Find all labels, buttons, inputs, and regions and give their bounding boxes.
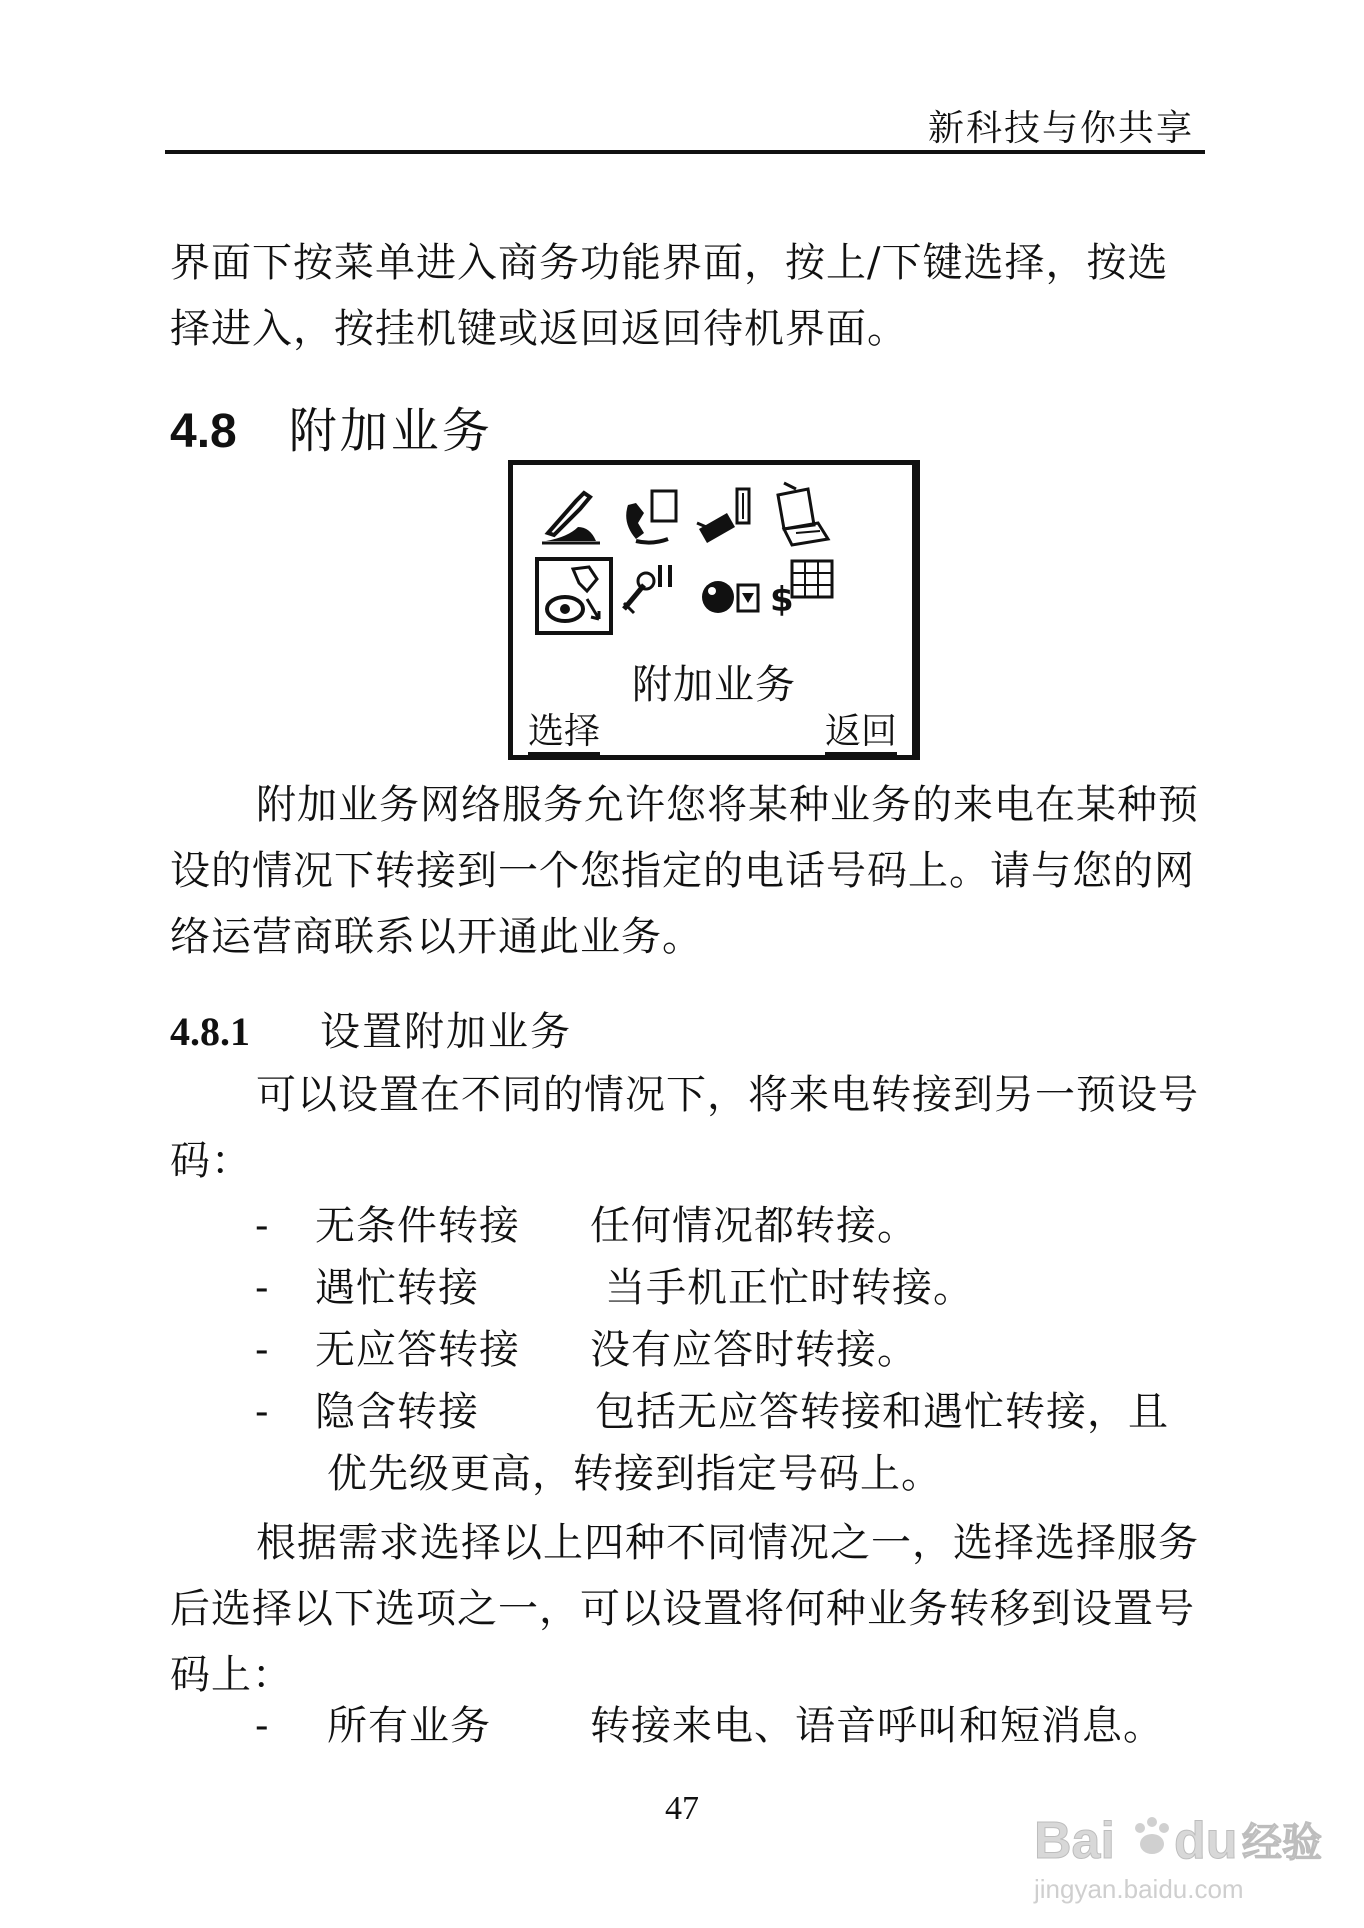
intro-paragraph: 界面下按菜单进入商务功能界面，按上/下键选择，按选择进入，按挂机键或返回返回待机界面。 — [170, 240, 1169, 352]
subsection-intro: 可以设置在不同的情况下，将来电转接到另一预设号码： — [170, 1072, 1199, 1184]
list-item — [255, 1260, 1215, 1316]
list-desc: 当手机正忙时转接。 — [605, 1265, 974, 1311]
list-term: 隐含转接 — [315, 1389, 479, 1435]
svg-text:jingyan.baidu.com: jingyan.baidu.com — [1034, 1874, 1244, 1904]
subsection-title: 设置附加业务 — [320, 1009, 572, 1055]
baidu-logo-icon — [1024, 1800, 1324, 1910]
list-bullet: - — [255, 1327, 270, 1373]
svg-text:du: du — [1174, 1812, 1238, 1870]
list-term: 遇忙转接 — [315, 1265, 479, 1311]
list-item — [255, 1198, 1215, 1254]
dollar-grid-icon — [768, 553, 838, 623]
svg-text:$: $ — [770, 580, 794, 620]
service-paragraph: 根据需求选择以上四种不同情况之一，选择选择服务后选择以下选项之一，可以设置将何种业务转移到设置号码上： — [170, 1520, 1199, 1698]
tools-icon — [616, 557, 686, 627]
list-desc: 没有应答时转接。 — [590, 1327, 918, 1373]
list-item — [255, 1698, 1215, 1754]
list-bullet: - — [255, 1703, 270, 1749]
phone-memo-icon — [618, 483, 688, 553]
phone-pen-icon — [693, 483, 763, 553]
running-header: 新科技与你共享 — [927, 108, 1194, 149]
list-term: 所有业务 — [327, 1703, 491, 1749]
left-softkey: 选择 — [528, 712, 600, 755]
list-desc-continued: 优先级更高，转接到指定号码上。 — [327, 1451, 942, 1497]
list-term: 无应答转接 — [315, 1327, 520, 1373]
screen-edge — [912, 460, 920, 760]
list-item — [255, 1322, 1215, 1378]
svg-text:经验: 经验 — [1242, 1819, 1322, 1866]
section-title: 附加业务 — [288, 403, 493, 459]
list-term: 无条件转接 — [315, 1203, 520, 1249]
section-heading — [170, 392, 493, 461]
laptop-icon — [768, 479, 838, 549]
phone-screen — [508, 460, 920, 760]
subsection-heading — [170, 1000, 572, 1057]
list-bullet: - — [255, 1389, 270, 1435]
svg-text:Bai: Bai — [1034, 1812, 1115, 1870]
section-paragraph: 附加业务网络服务允许您将某种业务的来电在某种预设的情况下转接到一个您指定的电话号码上。请与您的网络运营商联系以开通此业务。 — [170, 782, 1199, 960]
list-desc: 包括无应答转接和遇忙转接，且 — [595, 1389, 1169, 1435]
list-item — [255, 1384, 1215, 1504]
subsection-number: 4.8.1 — [170, 1009, 250, 1054]
list-bullet: - — [255, 1203, 270, 1249]
header-rule — [165, 150, 1205, 154]
list-desc: 任何情况都转接。 — [590, 1203, 918, 1249]
right-softkey: 返回 — [825, 712, 897, 755]
baidu-jingyan-watermark — [1024, 1800, 1324, 1910]
menu-title: 附加业务 — [632, 662, 796, 708]
pen-icon — [538, 483, 608, 553]
ball-battery-icon — [696, 561, 766, 631]
page-number: 47 — [665, 1790, 699, 1827]
list-bullet: - — [255, 1265, 270, 1311]
section-number: 4.8 — [170, 405, 237, 458]
call-forward-icon — [535, 557, 613, 635]
list-desc: 转接来电、语音呼叫和短消息。 — [590, 1703, 1164, 1749]
